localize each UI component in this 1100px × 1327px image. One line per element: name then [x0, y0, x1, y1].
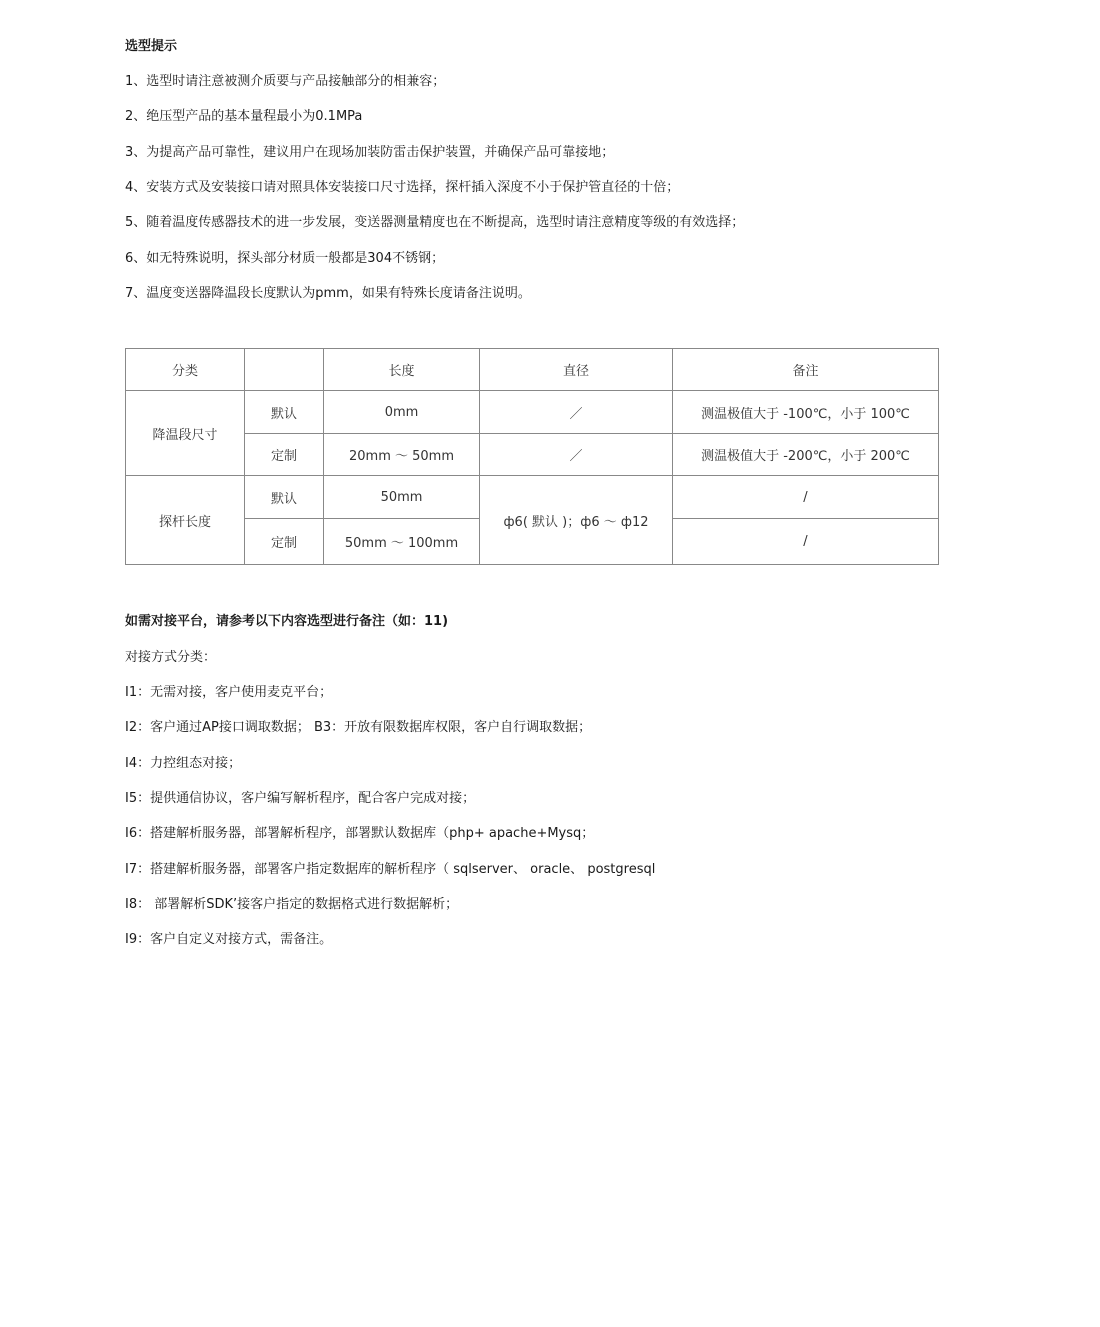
platform-title: 如需对接平台，请参考以下内容选型进行备注（如：11): [125, 614, 449, 629]
tip-item-4: 4、安装方式及安装接口请对照具体安装接口尺寸选择，探杆插入深度不小于保护管直径的十倍；: [125, 180, 680, 195]
tip-item-1: 1、选型时请注意被测介质要与产品接触部分的相兼容；: [125, 74, 446, 89]
tip-item-6: 6、如无特殊说明，探头部分材质一般都是304不锈钢；: [125, 251, 445, 266]
cell-diameter: ／: [480, 391, 673, 434]
header-length: 长度: [324, 349, 480, 391]
cell-note: /: [673, 519, 939, 565]
tip-item-5: 5、随着温度传感器技术的进一步发展，变送器测量精度也在不断提高，选型时请注意精度等级的有效选择；: [125, 215, 745, 230]
cell-diameter: ф6( 默认 )；ф6 ～ ф12: [480, 476, 673, 565]
group-cooling-section-label: 降温段尺寸: [126, 391, 245, 476]
cell-type: 默认: [245, 391, 324, 434]
group-probe-length-label: 探杆长度: [126, 476, 245, 565]
platform-item-i2: I2：客户通过AP接口调取数据； B3：开放有限数据库权限，客户自行调取数据；: [125, 720, 592, 735]
cell-length: 50mm ～ 100mm: [324, 519, 480, 565]
cell-type: 默认: [245, 476, 324, 519]
cell-diameter: ／: [480, 434, 673, 476]
table-header-row: [126, 349, 939, 391]
platform-item-i8: I8： 部署解析SDK’接客户指定的数据格式进行数据解析；: [125, 897, 459, 912]
tip-item-3: 3、为提高产品可靠性，建议用户在现场加装防雷击保护装置，并确保产品可靠接地；: [125, 145, 615, 160]
platform-item-i6: I6：搭建解析服务器，部署解析程序，部署默认数据库（php+ apache+Mysq；: [125, 826, 595, 841]
header-type: [245, 349, 324, 391]
platform-item-i4: I4：力控组态对接；: [125, 756, 242, 771]
platform-subtitle: 对接方式分类：: [125, 650, 217, 665]
cell-type: 定制: [245, 519, 324, 565]
tip-item-2: 2、绝压型产品的基本量程最小为0.1MPa: [125, 109, 363, 124]
spec-table: [125, 348, 939, 565]
header-note: 备注: [673, 349, 939, 391]
cell-note: 测温极值大于 -100℃，小于 100℃: [673, 391, 939, 434]
cell-length: 0mm: [324, 391, 480, 434]
cell-length: 50mm: [324, 476, 480, 519]
table-row: [126, 391, 939, 434]
platform-item-i7: I7：搭建解析服务器，部署客户指定数据库的解析程序（ sqlserver、 oracle、 postgresql: [125, 862, 656, 877]
platform-item-i9: I9：客户自定义对接方式，需备注。: [125, 932, 333, 947]
selection-tips-title: 选型提示: [125, 39, 178, 54]
table-row: [126, 434, 939, 476]
cell-note: 测温极值大于 -200℃，小于 200℃: [673, 434, 939, 476]
platform-item-i5: I5：提供通信协议，客户编写解析程序，配合客户完成对接；: [125, 791, 476, 806]
tip-item-7: 7、温度变送器降温段长度默认为pmm，如果有特殊长度请备注说明。: [125, 286, 531, 301]
platform-item-i1: I1：无需对接，客户使用麦克平台；: [125, 685, 333, 700]
cell-length: 20mm ～ 50mm: [324, 434, 480, 476]
cell-note: /: [673, 476, 939, 519]
cell-type: 定制: [245, 434, 324, 476]
header-diameter: 直径: [480, 349, 673, 391]
header-category: 分类: [126, 349, 245, 391]
table-row: [126, 476, 939, 519]
